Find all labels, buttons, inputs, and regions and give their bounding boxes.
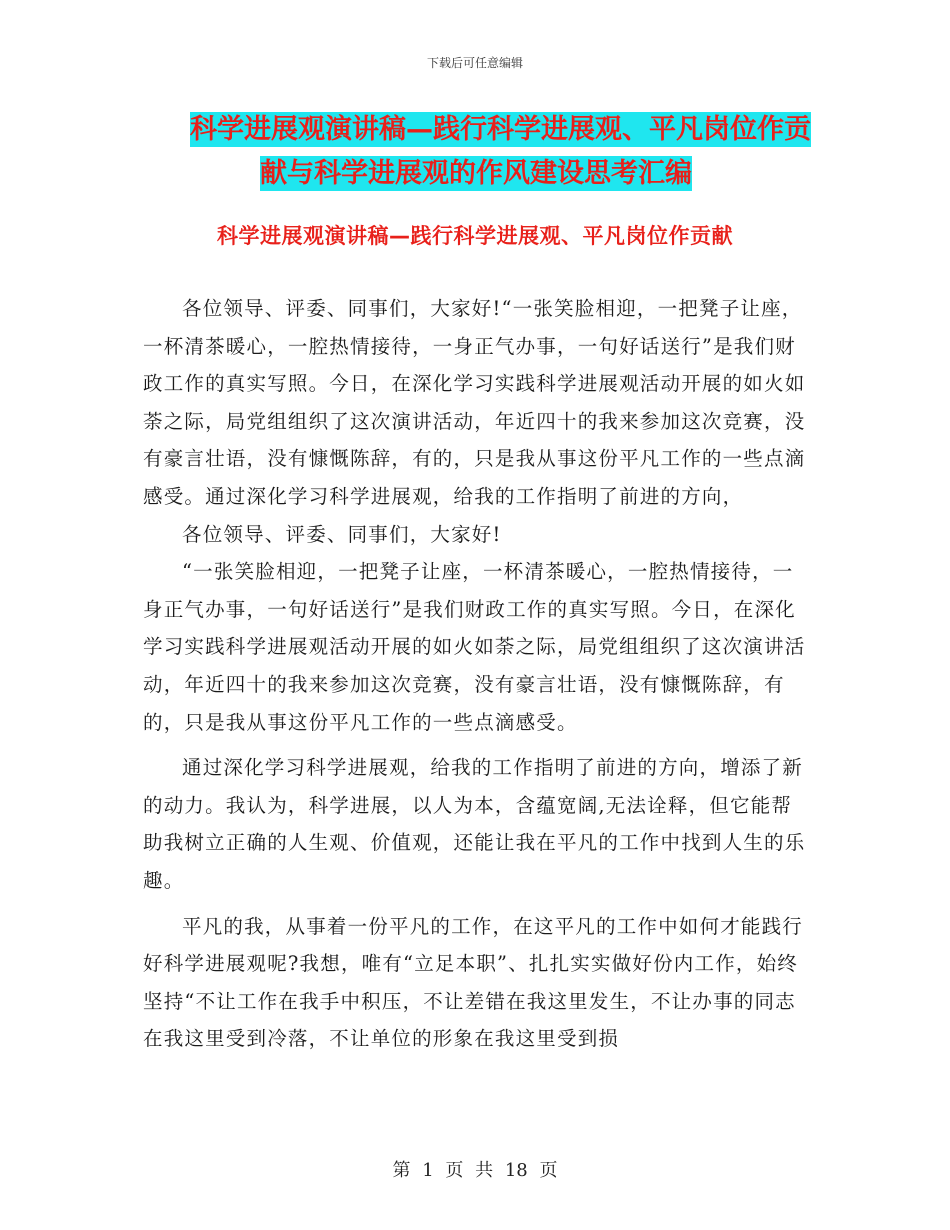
document-title bbox=[190, 108, 810, 196]
title-line-1-text: 科学进展观演讲稿—践行科学进展观、平凡岗位作贡 bbox=[190, 114, 811, 145]
title-line-2 bbox=[190, 152, 810, 196]
paragraph: 通过深化学习科学进展观，给我的工作指明了前进的方向，增添了新的动力。我认为，科学进展，以人为本，含蕴宽阔,无法诠释，但它能帮助我树立正确的人生观、价值观，还能让我在平凡的工作中找到人生的乐趣。 bbox=[143, 756, 806, 892]
section-title: 科学进展观演讲稿—践行科学进展观、平凡岗位作贡献 bbox=[217, 224, 733, 248]
page-number: 第 1 页 共 18 页 bbox=[392, 1160, 558, 1181]
paragraph: 各位领导、评委、同事们，大家好!“一张笑脸相迎，一把凳子让座，一杯清茶暖心，一腔热情接待，一身正气办事，一句好话送行”是我们财政工作的真实写照。今日，在深化学习实践科学进展观活动开展的如火如荼之际，局党组组织了这次演讲活动，年近四十的我来参加这次竞赛，没有豪言壮语，没有慷慨陈辞，有的，只是我从事这份平凡工作的一些点滴感受。通过深化学习科学进展观，给我的工作指明了前进的方向， bbox=[143, 297, 806, 508]
header-note: 下载后可任意编辑 bbox=[426, 56, 523, 70]
title-line-2-text: 献与科学进展观的作风建设思考汇编 bbox=[260, 158, 692, 189]
paragraph: 各位领导、评委、同事们，大家好! bbox=[182, 522, 502, 546]
title-line-1 bbox=[190, 108, 810, 152]
paragraph: “一张笑脸相迎，一把凳子让座，一杯清茶暖心，一腔热情接待，一身正气办事，一句好话送行”是我们财政工作的真实写照。今日，在深化学习实践科学进展观活动开展的如火如荼之际，局党组组织了这次演讲活动，年近四十的我来参加这次竞赛，没有豪言壮语，没有慷慨陈辞，有的，只是我从事这份平凡工作的一些点滴感受。 bbox=[143, 560, 806, 734]
paragraph: 平凡的我，从事着一份平凡的工作，在这平凡的工作中如何才能践行好科学进展观呢?我想，唯有“立足本职”、扎扎实实做好份内工作，始终坚持“不让工作在我手中积压，不让差错在我这里发生，不让办事的同志在我这里受到冷落，不让单位的形象在我这里受到损 bbox=[143, 914, 804, 1051]
body-text bbox=[143, 290, 808, 1058]
